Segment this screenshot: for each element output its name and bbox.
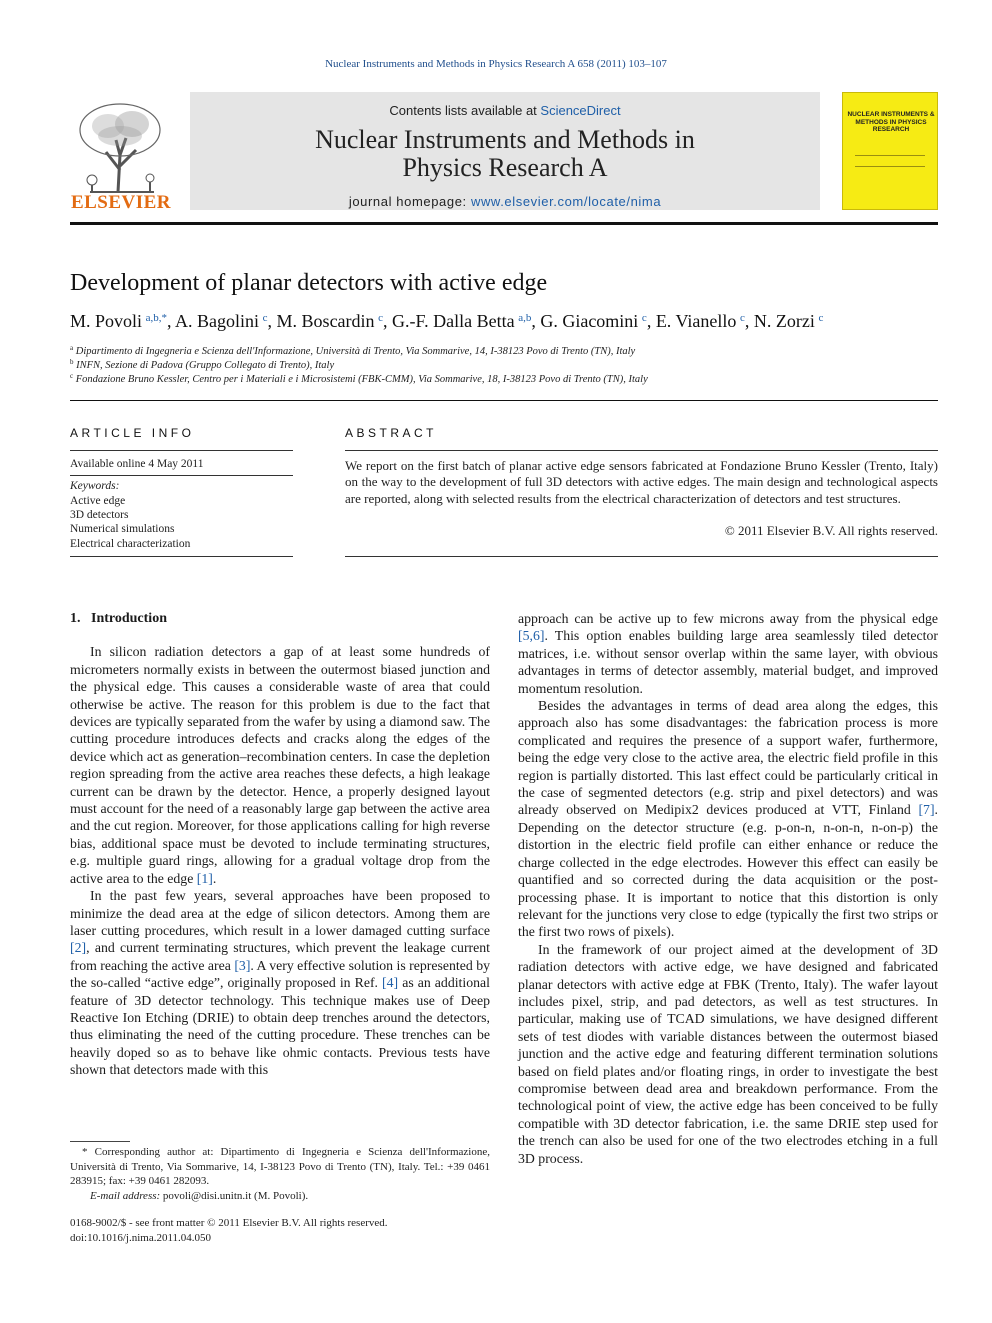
cover-decoration bbox=[855, 155, 925, 167]
footnote bbox=[70, 1145, 490, 1203]
author-list: M. Povoli $^{a,b,*}$, A. Bagolini $^c$, M. Boscardin $^c$, G.-F. Dalla Betta $^{a,b}$, G. Giacomini $^c$, E. Vianello $^c$, N. Zorzi $^c$ bbox=[70, 311, 824, 331]
keywords-label: Keywords: bbox=[70, 480, 120, 492]
journal-title bbox=[190, 126, 820, 182]
cover-title: NUCLEAR INSTRUMENTS & METHODS IN PHYSICS RESEARCH bbox=[847, 111, 935, 133]
abstract-rule bbox=[345, 450, 938, 451]
article-info-rule bbox=[70, 475, 293, 476]
citation-link[interactable]: [4] bbox=[382, 975, 399, 991]
body-paragraph: Besides the advantages in terms of dead area along the edges, this approach also has some disadvantages: the fabrication process is more complicated and requires the presence of a support wafer, furthermore, being the edge very close to the active area, the electric field profile in this region is partially distorted. This last effect could be particularly critical in the case of segmented detectors (e.g. strip and pixel detectors) and was already observed on Medipix2 devices produced at VTT, Finland [7]. Depending on the detector structure (e.g. p-on-n, n-on-n, n-on-p) the distortion in the electric field profile can either enhance or reduce the charge collected in the edge electrodes. However this effect can easily be quantified and so corrected during the data acquisition or the post-processing phase. It is important to notice that this distortion is only relevant for the junctions very close to edge (typically the first two strips or the first two rows of pixels). bbox=[518, 698, 938, 940]
contents-line: Contents lists available at ScienceDirect bbox=[389, 103, 621, 118]
abstract-heading: ABSTRACT bbox=[345, 426, 438, 440]
body-column-right bbox=[518, 610, 938, 1167]
citation-link[interactable]: [1] bbox=[196, 870, 213, 886]
article-info-heading: ARTICLE INFO bbox=[70, 426, 195, 440]
journal-info-box bbox=[190, 92, 820, 210]
doi-line[interactable]: doi:10.1016/j.nima.2011.04.050 bbox=[70, 1232, 212, 1244]
citation-link[interactable]: [7] bbox=[918, 802, 935, 818]
bottom-publication-info bbox=[70, 1216, 388, 1246]
email-address[interactable]: povoli@disi.unitn.it (M. Povoli). bbox=[160, 1189, 309, 1202]
author-name[interactable]: M. Povoli bbox=[70, 311, 143, 331]
affiliation-b: $^b$ INFN, Sezione di Padova (Gruppo Collegato di Trento), Italy bbox=[70, 358, 335, 371]
body-paragraph: approach can be active up to few microns away from the physical edge [5,6]. This option enables building large area seamlessly tiled detector matrices, i.e. without sensor overlap within the same layer, with obvious advantages in terms of detector assembly, material budget, and improved momentum resolution. bbox=[518, 611, 938, 696]
article-info-rule bbox=[70, 450, 293, 451]
body-paragraph: In silicon radiation detectors a gap of at least some hundreds of micrometers normally exists in between the outermost biased junction and the physical edge. This causes a considerable waste of area that could otherwise be active. The reason for this problem is due to the fact that devices are typically separated from the wafer by using a diamond saw. The cutting procedure introduces defects and cracks along the edges of the device which act as generation–recombination centers. In case the depletion region spreading from the active area reaches these defects, a high leakage current can be drawn by the detector. Hence, a properly designed layout must account for the need of a reasonably large gap between the active area and the cut region. Moreover, for those applications calling for high reverse bias, additional space must be devoted to include terminating structures, e.g. multiple guard rings, allowing for a gradual voltage drop from the active area to the edge [1]. bbox=[70, 644, 490, 886]
abstract-copyright: © 2011 Elsevier B.V. All rights reserved. bbox=[724, 523, 938, 538]
elsevier-wordmark: ELSEVIER bbox=[70, 192, 172, 213]
affiliation-rule bbox=[70, 400, 938, 401]
article-info-rule bbox=[70, 556, 293, 557]
citation-link[interactable]: [3] bbox=[234, 957, 251, 973]
affiliation-c: $^c$ Fondazione Bruno Kessler, Centro per i Materiali e i Microsistemi (FBK-CMM), Via Sommarive, 18, I-38123 Povo di Trento (TN), Italy bbox=[70, 372, 648, 385]
author-name[interactable]: G. Giacomini bbox=[540, 311, 639, 331]
corresponding-author-note: * Corresponding author at: Dipartimento di Ingegneria e Scienza dell'Informazione, Università di Trento, Via Sommarive, 14, I-38123 Povo di Trento (TN), Italy. Tel.: +39 0461 283915; fax: +39 0461 282093. bbox=[70, 1146, 490, 1187]
body-column-left bbox=[70, 610, 490, 1079]
affiliation-a: $^a$ Dipartimento di Ingegneria e Scienza dell'Informazione, Università di Trento, Via Sommarive, 14, I-38123 Povo di Trento (TN), Italy bbox=[70, 344, 636, 357]
header-rule bbox=[70, 222, 938, 225]
keyword-item: Active edge bbox=[70, 495, 126, 507]
email-note: E-mail address: povoli@disi.unitn.it (M. Povoli). bbox=[90, 1189, 309, 1202]
homepage-link[interactable]: www.elsevier.com/locate/nima bbox=[470, 194, 662, 209]
author-name[interactable]: A. Bagolini bbox=[175, 311, 260, 331]
abstract-rule bbox=[345, 556, 938, 557]
body-paragraph: In the past few years, several approaches have been proposed to minimize the dead area at the edge of silicon detectors. Among them are laser cutting procedures, which result in a lower damaged cutting surface [2], and current terminating structures, which prevent the leakage current from reaching the active area [3]. A very effective solution is represented by the so-called “active edge”, originally proposed in Ref. [4] as an additional feature of 3D detector technology. This technique makes use of Deep Reactive Ion Etching (DRIE) to obtain deep trenches around the detectors, thus eliminating the need of the cutting procedure. These trenches can be heavily doped so as to behave like ohmic contacts. Previous tests have shown that detectors made with this bbox=[70, 888, 491, 1078]
section-heading: 1. Introduction bbox=[70, 611, 167, 626]
keyword-item: Numerical simulations bbox=[70, 523, 175, 535]
sciencedirect-link[interactable]: ScienceDirect bbox=[540, 103, 621, 118]
article-title: Development of planar detectors with active edge bbox=[70, 270, 548, 296]
citation-link[interactable]: [5,6] bbox=[518, 628, 545, 644]
journal-reference[interactable]: Nuclear Instruments and Methods in Physics Research A 658 (2011) 103–107 bbox=[325, 58, 667, 70]
author-name[interactable]: E. Vianello bbox=[655, 311, 737, 331]
author-name[interactable]: N. Zorzi bbox=[753, 311, 815, 331]
body-paragraph: In the framework of our project aimed at the development of 3D radiation detectors with active edge, we have designed and fabricated planar detectors with active edge at FBK (Trento, Italy). The wafer layout includes pixel, strip, and pad detectors, as well as test structures. In particular, making use of TCAD simulations, we have designed different sets of test diodes with variable distances between the outermost biased junction and the active edge and featuring different termination solutions based on field plates and/or floating rings, in order to investigate the best compromise between dead area and breakdown performance. From the technological point of view, the active edge has been conceived to be fully compatible with 3D detector fabrication, i.e. the same DRIE step used for the trench can also be used for one of the two electrodes etching in a full 3D process. bbox=[518, 941, 938, 1166]
citation-link[interactable]: [2] bbox=[70, 940, 87, 956]
corresponding-author-star[interactable]: * bbox=[161, 312, 168, 324]
author-name[interactable]: G.-F. Dalla Betta bbox=[392, 311, 515, 331]
abstract-text: We report on the first batch of planar active edge sensors fabricated at Fondazione Bruno Kessler (Trento, Italy) on the way to the development of full 3D detectors with active edges. The main design and technological aspects are reported, along with selected results from the electrical characterization of detectors and test structures. bbox=[345, 458, 938, 506]
author-name[interactable]: M. Boscardin bbox=[276, 311, 375, 331]
journal-homepage: journal homepage: www.elsevier.com/locate/nima bbox=[348, 194, 662, 209]
journal-title-line2: Physics Research A bbox=[402, 153, 608, 182]
footnote-rule bbox=[70, 1141, 130, 1142]
keyword-item: Electrical characterization bbox=[70, 538, 191, 550]
journal-cover-thumbnail bbox=[842, 92, 938, 210]
available-online-date: Available online 4 May 2011 bbox=[70, 458, 204, 470]
journal-title-line1: Nuclear Instruments and Methods in bbox=[315, 125, 695, 154]
journal-masthead bbox=[70, 92, 938, 214]
issn-line: 0168-9002/$ - see front matter © 2011 Elsevier B.V. All rights reserved. bbox=[70, 1217, 388, 1229]
keyword-item: 3D detectors bbox=[70, 509, 129, 521]
